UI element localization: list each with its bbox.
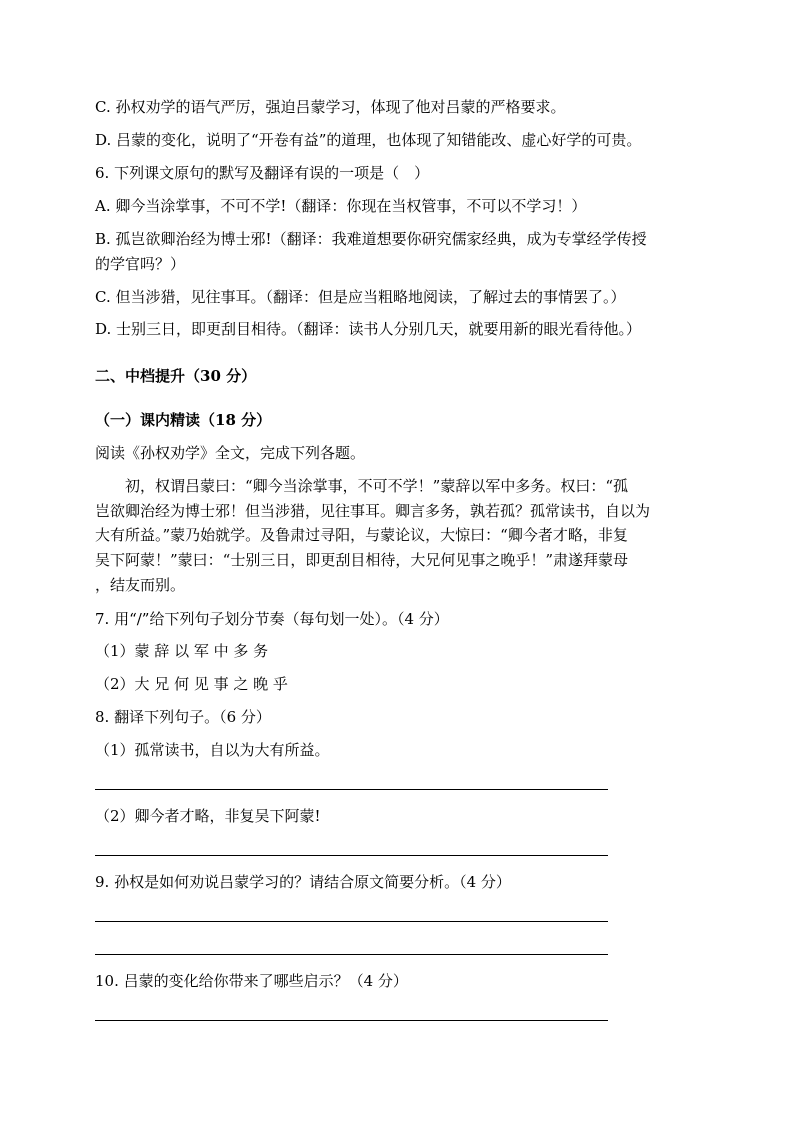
option-b-q6-line1: B. 孤岂欲卿治经为博士邪!（翻译：我难道想要你研究儒家经典，成为专掌经学传授	[95, 230, 647, 248]
option-c-q6: C. 但当涉猎，见往事耳。（翻译：但是应当粗略地阅读，了解过去的事情罢了。）	[95, 288, 626, 306]
passage-line-3: 大有所益。”蒙乃始就学。及鲁肃过寻阳，与蒙论议，大惊曰：“卿今者才略，非复	[95, 526, 628, 544]
question-7-item-1: （1）蒙 辞 以 军 中 多 务	[95, 642, 269, 660]
option-d-q5: D. 吕蒙的变化，说明了“开卷有益”的道理，也体现了知错能改、虚心好学的可贵。	[95, 131, 642, 149]
question-8-item-2: （2）卿今者才略，非复吴下阿蒙!	[95, 807, 321, 825]
answer-line[interactable]	[95, 855, 608, 856]
option-d-q6: D. 士别三日，即更刮目相待。（翻译：读书人分别几天，就要用新的眼光看待他。）	[95, 320, 642, 338]
passage-line-5: ，结友而别。	[95, 576, 186, 594]
reading-instruction: 阅读《孙权劝学》全文，完成下列各题。	[95, 444, 366, 462]
option-c-q5: C. 孙权劝学的语气严厉，强迫吕蒙学习，体现了他对吕蒙的严格要求。	[95, 98, 566, 116]
question-10: 10. 吕蒙的变化给你带来了哪些启示？（4 分）	[95, 972, 408, 990]
passage-line-2: 岂欲卿治经为博士邪！但当涉猎，见往事耳。卿言多务，孰若孤？孤常读书，自以为	[95, 502, 651, 520]
question-9: 9. 孙权是如何劝说吕蒙学习的？请结合原文简要分析。（4 分）	[95, 873, 511, 891]
passage-line-1: 初，权谓吕蒙曰：“卿今当涂掌事，不可不学！”蒙辞以军中多务。权曰：“孤	[125, 477, 629, 495]
question-7: 7. 用“/”给下列句子划分节奏（每句划一处）。（4 分）	[95, 610, 449, 628]
option-b-q6-line2: 的学官吗？）	[95, 255, 186, 273]
answer-line[interactable]	[95, 1020, 608, 1021]
section-2-subtitle: （一）课内精读（18 分）	[95, 411, 272, 429]
option-a-q6: A. 卿今当涂掌事，不可不学!（翻译：你现在当权管事，不可以不学习！）	[95, 197, 587, 215]
question-8: 8. 翻译下列句子。（6 分）	[95, 708, 271, 726]
question-6: 6. 下列课文原句的默写及翻译有误的一项是（ ）	[95, 164, 430, 182]
answer-line[interactable]	[95, 921, 608, 922]
section-2-title: 二、中档提升（30 分）	[95, 367, 257, 385]
question-8-item-1: （1）孤常读书，自以为大有所益。	[95, 741, 330, 759]
answer-line[interactable]	[95, 789, 608, 790]
passage-line-4: 吴下阿蒙！”蒙曰：“士别三日，即更刮目相待，大兄何见事之晚乎！”肃遂拜蒙母	[95, 551, 629, 569]
question-7-item-2: （2）大 兄 何 见 事 之 晚 乎	[95, 675, 288, 693]
answer-line[interactable]	[95, 954, 608, 955]
